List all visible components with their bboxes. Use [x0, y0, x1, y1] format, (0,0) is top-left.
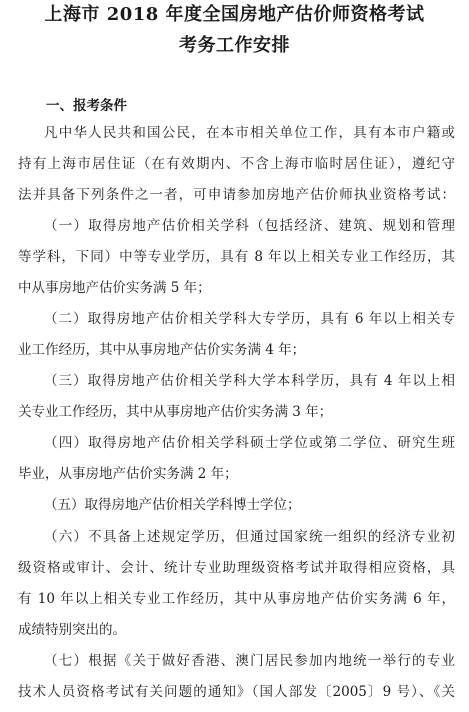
- paragraph-line: （五）取得房地产估价相关学科博士学位；: [44, 497, 301, 513]
- paragraph-line: 关专业工作经历，其中从事房地产估价实务满 3 年；: [18, 404, 333, 420]
- paragraph-line: （六）不具备上述规定学历，但通过国家统一组织的经济专业初: [44, 529, 455, 545]
- paragraph-line: 等学科，下同）中等专业学历，具有 8 年以上相关专业工作经历，其: [18, 249, 455, 265]
- paragraph-line: 成绩特别突出的。: [18, 622, 126, 638]
- paragraph-line: 业工作经历，其中从事房地产估价实务满 4 年；: [18, 342, 306, 358]
- paragraph-line: （七）根据《关于做好香港、澳门居民参加内地统一举行的专业: [44, 653, 455, 669]
- paragraph-line: 持有上海市居住证（在有效期内、不含上海市临时居住证），遵纪守: [18, 156, 455, 172]
- paragraph-line: 有 10 年以上相关专业工作经历，其中从事房地产估价实务满 6 年，: [18, 591, 455, 607]
- paragraph-line: 毕业，从事房地产估价实务满 2 年；: [18, 466, 238, 482]
- paragraph-line: （一）取得房地产估价相关学科（包括经济、建筑、规划和管理: [44, 218, 455, 234]
- paragraph-line: 技术人员资格考试有关问题的通知》（国人部发〔2005〕9 号）、《关: [18, 684, 455, 700]
- paragraph-line: （二）取得房地产估价相关学科大专学历，具有 6 年以上相关专: [44, 311, 455, 327]
- section-heading-eligibility: 一、报考条件: [46, 98, 127, 114]
- paragraph-line: 级资格或审计、会计、统计专业助理级资格考试并取得相应资格，具: [18, 560, 455, 576]
- document-title-line-2: 考务工作安排: [179, 35, 290, 56]
- paragraph-line: （四）取得房地产估价相关学科硕士学位或第二学位、研究生班: [44, 435, 455, 451]
- paragraph-line: （三）取得房地产估价相关学科大学本科学历，具有 4 年以上相: [44, 373, 455, 389]
- document-title-line-1: 上海市 2018 年度全国房地产估价师资格考试: [44, 4, 425, 25]
- paragraph-line: 凡中华人民共和国公民，在本市相关单位工作，具有本市户籍或: [44, 125, 455, 141]
- paragraph-line: 中从事房地产估价实务满 5 年；: [18, 280, 211, 296]
- paragraph-line: 法并具备下列条件之一者，可申请参加房地产估价师执业资格考试：: [18, 187, 455, 203]
